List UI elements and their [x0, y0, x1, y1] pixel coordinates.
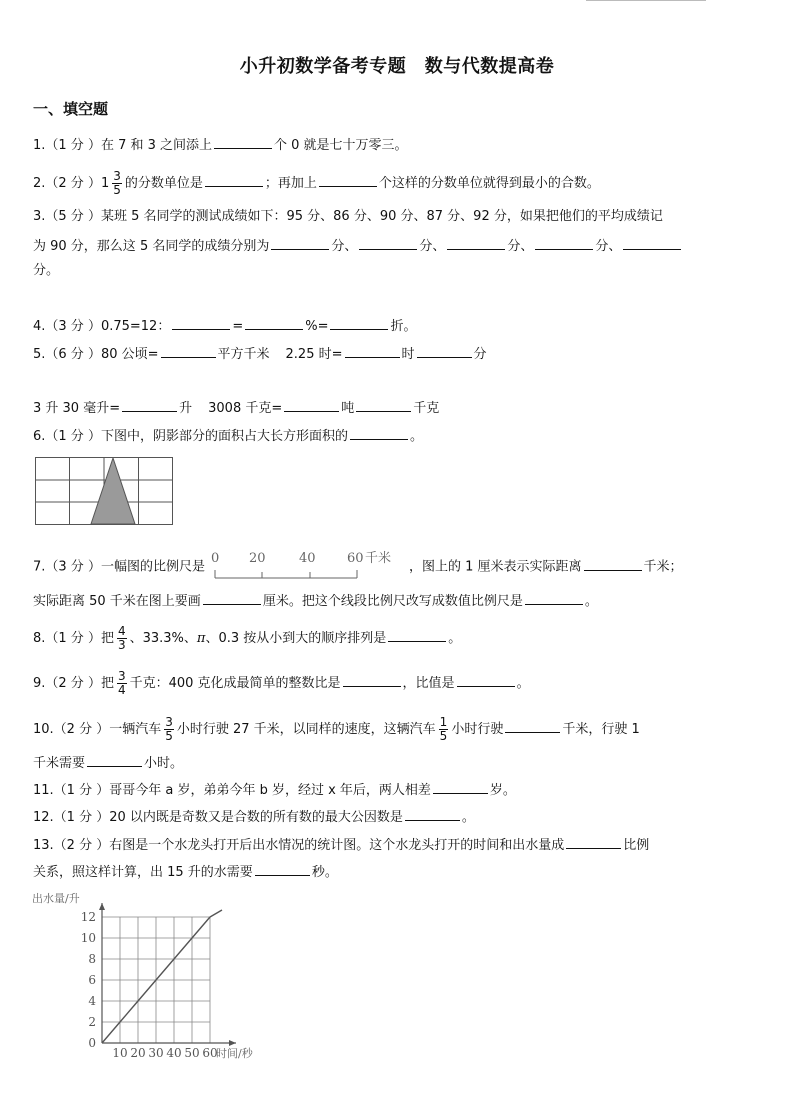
- question-8: 8.（1 分 ）把 $\frac{4}{3}$ 、33.3%、π、0.3 按从小到大的顺序排列是 。: [33, 624, 462, 652]
- y-axis-label: 出水量/升: [32, 892, 80, 905]
- answer-blank[interactable]: [447, 235, 505, 250]
- x-tick-label: 20: [130, 1046, 146, 1060]
- answer-blank[interactable]: [122, 397, 177, 412]
- answer-blank[interactable]: [457, 672, 515, 687]
- answer-blank[interactable]: [343, 672, 401, 687]
- question-4: 4.（3 分 ）0.75=12： = %= 折。: [33, 315, 417, 337]
- answer-blank[interactable]: [330, 315, 388, 330]
- y-tick-label: 10: [80, 931, 96, 945]
- question-3-line-2: 为 90 分，那么这 5 名同学的成绩分别为 分、 分、 分、 分、: [33, 235, 683, 257]
- answer-blank[interactable]: [535, 235, 593, 250]
- answer-blank[interactable]: [623, 235, 681, 250]
- x-tick-label: 10: [112, 1046, 128, 1060]
- y-tick-label: 2: [88, 1015, 96, 1029]
- answer-blank[interactable]: [284, 397, 339, 412]
- answer-blank[interactable]: [525, 590, 583, 605]
- answer-blank[interactable]: [584, 556, 642, 571]
- pi-symbol: π: [196, 631, 206, 646]
- fraction: $\frac{4}{3}$: [117, 624, 126, 652]
- answer-blank[interactable]: [505, 718, 560, 733]
- page-title: 小升初数学备考专题 数与代数提高卷: [239, 56, 555, 77]
- question-5: 5.（6 分 ）80 公顷= 平方千米 2.25 时= 时 分: [33, 343, 487, 365]
- scale-tick-label: 20: [248, 551, 266, 566]
- question-13-line-2: 关系，照这样计算，出 15 升的水需要 秒。: [33, 861, 338, 883]
- question-9: 9.（2 分 ）把 $\frac{3}{4}$ 千克：400 克化成最简单的整数比是 ，比值是 。: [33, 669, 530, 697]
- y-tick-label: 6: [88, 973, 96, 987]
- question-12: 12.（1 分 ）20 以内既是奇数又是合数的所有数的最大公因数是 。: [33, 806, 475, 828]
- data-line-extension: [210, 910, 222, 917]
- fraction: $\frac{1}{5}$: [439, 715, 448, 743]
- question-7-line-2: 实际距离 50 千米在图上要画 厘米。把这个线段比例尺改写成数值比例尺是 。: [33, 590, 598, 612]
- scale-tick-label: 60: [346, 551, 364, 566]
- answer-blank[interactable]: [87, 752, 142, 767]
- y-axis-arrow: [99, 903, 105, 910]
- answer-blank[interactable]: [161, 343, 216, 358]
- x-tick-label: 50: [184, 1046, 200, 1060]
- y-tick-label: 8: [88, 952, 96, 966]
- answer-blank[interactable]: [172, 315, 230, 330]
- question-7: 7.（3 分 ）一幅图的比例尺是 0 20 40 60 千米 ，图上的 1 厘米表示实际距离 千米；: [33, 550, 683, 584]
- y-tick-label: 12: [80, 910, 96, 924]
- answer-blank[interactable]: [359, 235, 417, 250]
- answer-blank[interactable]: [356, 397, 411, 412]
- x-tick-label: 30: [148, 1046, 164, 1060]
- x-axis-label: 时间/秒: [216, 1047, 253, 1060]
- answer-blank[interactable]: [245, 315, 303, 330]
- fraction: $\frac{3}{5}$: [165, 715, 173, 743]
- y-tick-label: 0: [88, 1036, 96, 1050]
- question-6: 6.（1 分 ）下图中，阴影部分的面积占大长方形面积的 。: [33, 425, 423, 447]
- answer-blank[interactable]: [566, 834, 621, 849]
- x-tick-label: 40: [166, 1046, 182, 1060]
- scale-tick-label: 0: [210, 551, 220, 566]
- y-tick-label: 4: [88, 994, 96, 1008]
- answer-blank[interactable]: [345, 343, 400, 358]
- question-10-line-2: 千米需要 小时。: [33, 752, 183, 774]
- fraction: $\frac{3}{4}$: [117, 669, 126, 697]
- answer-blank[interactable]: [205, 172, 263, 187]
- scale-tick-label: 40: [298, 551, 316, 566]
- question-13: 13.（2 分 ）右图是一个水龙头打开后出水情况的统计图。这个水龙头打开的时间和出水量成 比例: [33, 834, 649, 856]
- question-11: 11.（1 分 ）哥哥今年 a 岁，弟弟今年 b 岁，经过 x 年后，两人相差 岁。: [33, 779, 516, 801]
- question-2: 2.（2 分 ）1 $\frac{3}{5}$ 的分数单位是 ；再加上 个这样的分数单位就得到最小的合数。: [33, 169, 600, 197]
- shaded-triangle: [91, 458, 135, 524]
- answer-blank[interactable]: [405, 806, 460, 821]
- question-10: 10.（2 分 ）一辆汽车 $\frac{3}{5}$ 小时行驶 27 千米，以同样的速度，这辆汽车 $\frac{1}{5}$ 小时行驶 千米，行驶 1: [33, 715, 640, 743]
- header-rule: [586, 0, 706, 1]
- question-1: 1.（1 分 ）在 7 和 3 之间添上 个 0 就是七十万零三。: [33, 134, 408, 156]
- answer-blank[interactable]: [255, 861, 310, 876]
- question-3: 3.（5 分 ）某班 5 名同学的测试成绩如下：95 分、86 分、90 分、87 分、92 分，如果把他们的平均成绩记: [33, 209, 663, 224]
- x-tick-label: 60: [202, 1046, 218, 1060]
- scale-unit-label: 千米: [364, 551, 391, 566]
- answer-blank[interactable]: [388, 627, 446, 642]
- fraction: $\frac{3}{5}$: [113, 169, 121, 197]
- answer-blank[interactable]: [214, 134, 272, 149]
- rectangle-grid-figure: [35, 457, 173, 525]
- x-axis-arrow: [229, 1040, 236, 1046]
- answer-blank[interactable]: [433, 779, 488, 794]
- water-flow-chart: [30, 888, 310, 1066]
- answer-blank[interactable]: [271, 235, 329, 250]
- scale-bar: [207, 550, 407, 584]
- section-heading: 一、填空题: [33, 100, 109, 118]
- answer-blank[interactable]: [417, 343, 472, 358]
- answer-blank[interactable]: [319, 172, 377, 187]
- question-5-line-2: 3 升 30 毫升= 升 3008 千克= 吨 千克: [33, 397, 439, 419]
- answer-blank[interactable]: [203, 590, 261, 605]
- question-3-line-3: 分。: [33, 263, 60, 278]
- answer-blank[interactable]: [350, 425, 408, 440]
